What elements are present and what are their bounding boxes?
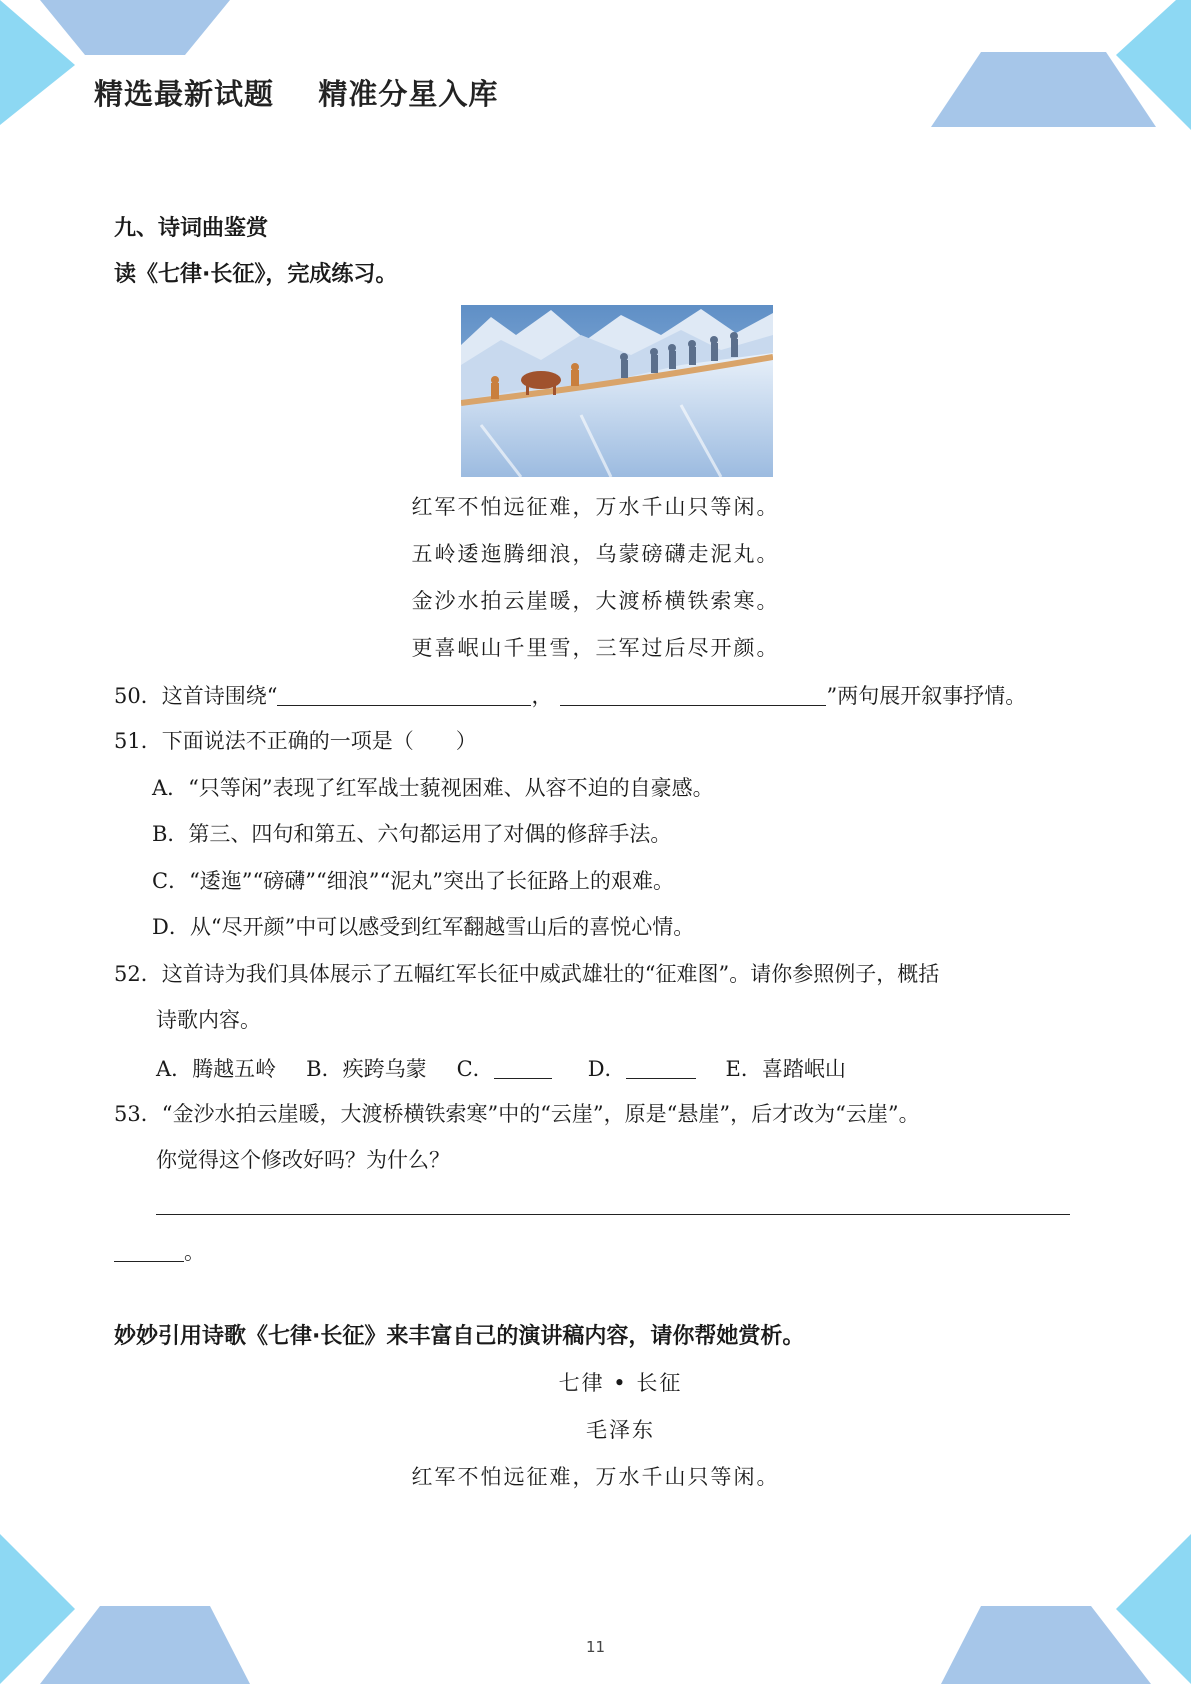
q51-option-b[interactable]: B．第三、四句和第五、六句都运用了对偶的修辞手法。 <box>152 822 672 846</box>
q52-option-a: A．腾越五岭 <box>156 1057 277 1081</box>
page-number: 11 <box>585 1638 606 1656</box>
question-52-line1: 52．这首诗为我们具体展示了五幅红军长征中威武雄壮的“征难图”。请你参照例子，概括 <box>114 962 940 986</box>
bottom-left-decoration <box>0 1534 250 1684</box>
long-march-illustration <box>461 305 773 477</box>
poem-line: 更喜岷山千里雪，三军过后尽开颜。 <box>411 636 780 660</box>
question-52-line2: 诗歌内容。 <box>156 1008 261 1032</box>
section-instruction: 读《七律·长征》，完成练习。 <box>114 262 398 287</box>
q50-blank-1[interactable] <box>277 684 531 706</box>
q52-option-e: E．喜踏岷山 <box>725 1057 846 1081</box>
poem-author: 毛泽东 <box>586 1418 655 1442</box>
q51-option-d[interactable]: D．从“尽开颜”中可以感受到红军翻越雪山后的喜悦心情。 <box>152 915 695 939</box>
question-50 <box>114 684 1026 707</box>
header-title: 精选最新试题 精准分星入库 <box>94 77 499 111</box>
section2-instruction: 妙妙引用诗歌《七律·长征》来丰富自己的演讲稿内容，请你帮她赏析。 <box>114 1324 805 1349</box>
poem-line: 五岭逶迤腾细浪，乌蒙磅礴走泥丸。 <box>411 542 780 566</box>
q50-prefix: 50．这首诗围绕“ <box>114 684 278 708</box>
poem-line: 金沙水拍云崖暖，大渡桥横铁索寒。 <box>411 589 780 613</box>
section-heading: 九、诗词曲鉴赏 <box>114 216 269 241</box>
question-51-stem: 51．下面说法不正确的一项是（ ） <box>114 729 477 753</box>
q53-answer-end <box>114 1240 205 1263</box>
q51-option-c[interactable]: C．“逶迤”“磅礴”“细浪”“泥丸”突出了长征路上的艰难。 <box>152 869 674 893</box>
q52-blank-d[interactable] <box>626 1057 696 1079</box>
q52-option-b: B．疾跨乌蒙 <box>306 1057 427 1081</box>
q51-option-a[interactable]: A．“只等闲”表现了红军战士藐视困难、从容不迫的自豪感。 <box>152 776 714 800</box>
q52-option-d: D． <box>587 1057 626 1081</box>
question-53-line1: 53．“金沙水拍云崖暖，大渡桥横铁索寒”中的“云崖”，原是“悬崖”，后才改为“云崖”。 <box>114 1102 920 1126</box>
poem-line: 红军不怕远征难，万水千山只等闲。 <box>411 495 780 519</box>
q50-suffix: ”两句展开叙事抒情。 <box>826 684 1027 708</box>
q50-blank-2[interactable] <box>560 684 826 706</box>
question-53-line2: 你觉得这个修改好吗？为什么？ <box>156 1148 450 1172</box>
q52-blank-c[interactable] <box>494 1057 552 1079</box>
poem-title: 七律 • 长征 <box>558 1371 683 1395</box>
q53-end-mark: 。 <box>184 1240 205 1264</box>
q52-option-c: C． <box>456 1057 494 1081</box>
bottom-right-decoration <box>941 1534 1191 1684</box>
q52-options <box>156 1057 846 1080</box>
q50-sep: ， <box>531 684 553 708</box>
poem-first-line: 红军不怕远征难，万水千山只等闲。 <box>411 1465 780 1489</box>
q53-answer-line[interactable] <box>156 1214 1070 1215</box>
top-right-decoration <box>911 0 1191 130</box>
q53-answer-blank[interactable] <box>114 1240 184 1262</box>
